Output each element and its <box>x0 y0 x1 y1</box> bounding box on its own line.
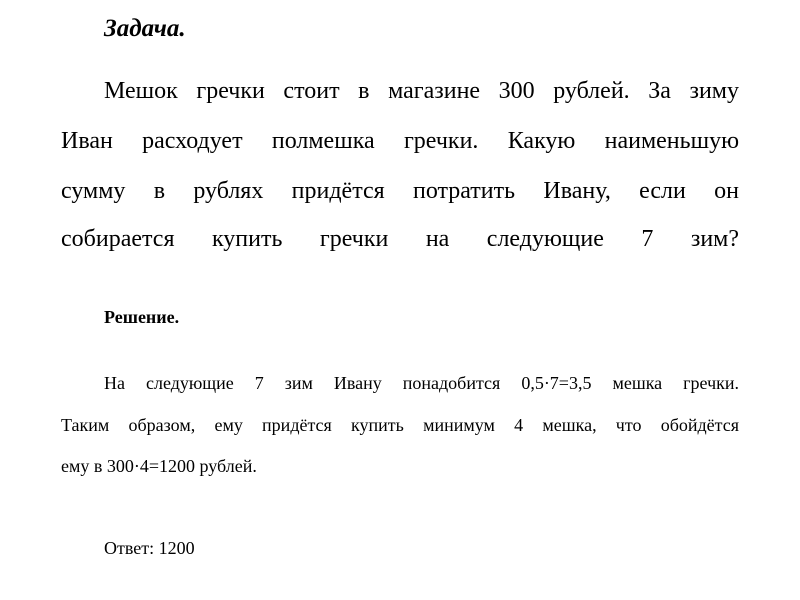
task-line: Мешок гречки стоит в магазине 300 рублей. За зиму <box>104 78 739 104</box>
answer: Ответ: 1200 <box>104 538 195 558</box>
solution-line: ему в 300·4=1200 рублей. <box>61 456 257 476</box>
solution-line: Таким образом, ему придётся купить минимум 4 мешка, что обойдётся <box>61 415 739 435</box>
task-line: сумму в рублях придётся потратить Ивану, если он <box>61 178 739 204</box>
solution-heading: Решение. <box>104 307 180 327</box>
task-line: Иван расходует полмешка гречки. Какую наименьшую <box>61 128 739 154</box>
task-heading: Задача. <box>104 15 186 42</box>
task-line: собирается купить гречки на следующие 7 зим? <box>61 226 739 252</box>
solution-line: На следующие 7 зим Ивану понадобится 0,5·7=3,5 мешка гречки. <box>104 373 739 393</box>
